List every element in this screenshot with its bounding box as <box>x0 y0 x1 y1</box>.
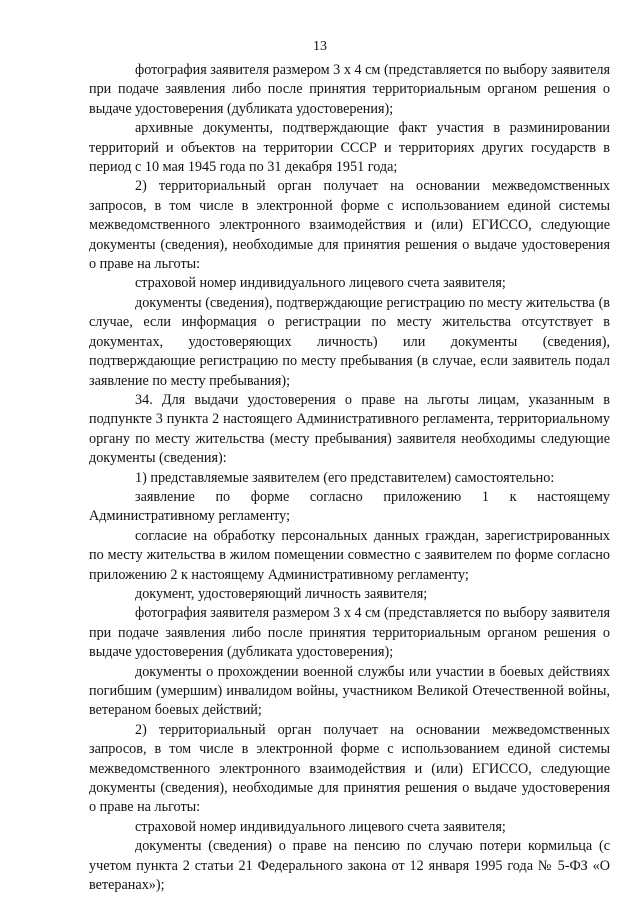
paragraph-interagency-requests: 2) территориальный орган получает на основании межведомственных запросов, в том числе в электронной форме с использованием единой системы межведомственного электронного взаимодействия и (или) ЕГИССО, следующие документы (сведения), необходимые для принятия решения о выдаче удостоверения о праве на льготы: <box>89 178 610 273</box>
paragraph-snils-2: страховой номер индивидуального лицевого счета заявителя; <box>135 818 506 835</box>
paragraph-snils: страховой номер индивидуального лицевого счета заявителя; <box>135 275 506 292</box>
paragraph-pension-documents: документы (сведения) о праве на пенсию по случаю потери кормильца (с учетом пункта 2 статьи 21 Федерального закона от 12 января 1995 года № 5-ФЗ «О ветеранах»); <box>89 838 610 894</box>
paragraph-application-form: заявление по форме согласно приложению 1 к настоящему Административному регламенту; <box>89 488 610 525</box>
page-number: 13 <box>313 39 327 54</box>
paragraph-photo-requirement-2: фотография заявителя размером 3 x 4 см (представляется по выбору заявителя при подаче заявления либо после принятия территориальным органом решения о выдаче удостоверения (дубликата удостоверения); <box>89 605 610 661</box>
document-body <box>89 61 610 895</box>
paragraph-interagency-requests-2: 2) территориальный орган получает на основании межведомственных запросов, в том числе в электронной форме с использованием единой системы межведомственного электронного взаимодействия и (или) ЕГИССО, следующие документы (сведения), необходимые для принятия решения о выдаче удостоверения о праве на льготы: <box>89 721 610 816</box>
paragraph-section-34: 34. Для выдачи удостоверения о праве на льготы лицам, указанным в подпункте 3 пункта 2 настоящего Административного регламента, территориальному органу по месту жительства (месту пребывания) заявителя необходимы следующие документы (сведения): <box>89 391 610 467</box>
paragraph-registration-documents: документы (сведения), подтверждающие регистрацию по месту жительства (в случае, если информация о регистрации по месту жительства отсутствует в документах, удостоверяющих личность) или документы (сведения), подтверждающие регистрацию по месту пребывания (в случае, если заявитель подал заявление по месту пребывания); <box>89 294 610 389</box>
paragraph-submitted-by-applicant: 1) представляемые заявителем (его представителем) самостоятельно: <box>135 469 555 486</box>
paragraph-archive-documents: архивные документы, подтверждающие факт участия в разминировании территорий и объектов на территории СССР и территориях других государств в период с 10 мая 1945 года по 31 декабря 1951 года; <box>89 120 610 176</box>
paragraph-identity-document: документ, удостоверяющий личность заявителя; <box>135 585 428 602</box>
paragraph-personal-data-consent: согласие на обработку персональных данных граждан, зарегистрированных по месту жительства в жилом помещении совместно с заявителем по форме согласно приложению 2 к настоящему Административному регламенту; <box>89 527 610 583</box>
paragraph-military-service-documents: документы о прохождении военной службы или участии в боевых действиях погибшим (умершим) инвалидом войны, участником Великой Отечественной войны, ветераном боевых действий; <box>89 663 610 719</box>
paragraph-photo-requirement: фотография заявителя размером 3 x 4 см (представляется по выбору заявителя при подаче заявления либо после принятия территориальным органом решения о выдаче удостоверения (дубликата удостоверения); <box>89 62 610 117</box>
